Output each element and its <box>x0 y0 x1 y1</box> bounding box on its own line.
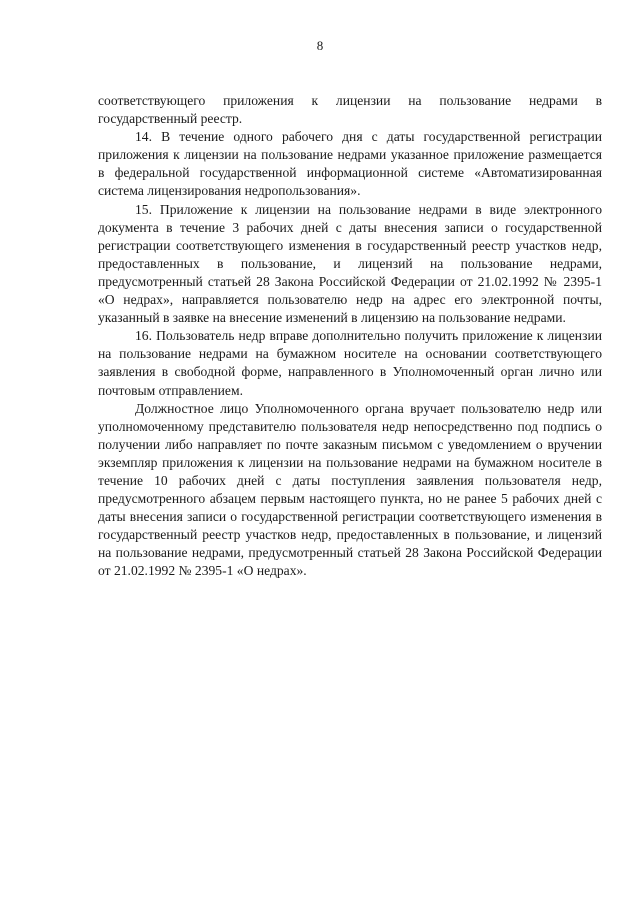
document-body <box>98 92 602 581</box>
paragraph-item-14: 14. В течение одного рабочего дня с даты государственной регистрации приложения к лицензии на пользование недрами указанное приложение размещается в федеральной государственной информационной системе «Автоматизированная система лицензирования недропользования». <box>98 129 602 199</box>
paragraph-continuation: соответствующего приложения к лицензии на пользование недрами в государственный реестр. <box>98 93 602 127</box>
page-number: 8 <box>316 38 324 53</box>
paragraph-item-16: 16. Пользователь недр вправе дополнительно получить приложение к лицензии на пользование недрами на бумажном носителе на основании соответствующего заявления в свободной форме, направленного в Уполномоченный орган лично или почтовым отправлением. <box>98 328 602 398</box>
paragraph-item-15: 15. Приложение к лицензии на пользование недрами в виде электронного документа в течение 3 рабочих дней с даты внесения записи о государственной регистрации соответствующего изменения в государственный реестр участков недр, предоставленных в пользование, и лицензий на пользование недрами, предусмотренный статьей 28 Закона Российской Федерации от 21.02.1992 № 2395-1 «О недрах», направляется пользователю недр на адрес его электронной почты, указанный в заявке на внесение изменений в лицензию на пользование недрами. <box>98 201 602 326</box>
paragraph-item-16-part-2: Должностное лицо Уполномоченного органа вручает пользователю недр или уполномоченному представителю пользователя недр непосредственно под подпись о получении либо направляет по почте заказным письмом с уведомлением о вручении экземпляр приложения к лицензии на пользование недрами на бумажном носителе в течение 10 рабочих дней с даты поступления заявления пользователя недр, предусмотренного абзацем первым настоящего пункта, но не ранее 5 рабочих дней с даты внесения записи о государственной регистрации соответствующего изменения в государственный реестр участков недр, предоставленных в пользование, и лицензий на пользование недрами, предусмотренный статьей 28 Закона Российской Федерации от 21.02.1992 № 2395-1 «О недрах». <box>98 400 602 579</box>
